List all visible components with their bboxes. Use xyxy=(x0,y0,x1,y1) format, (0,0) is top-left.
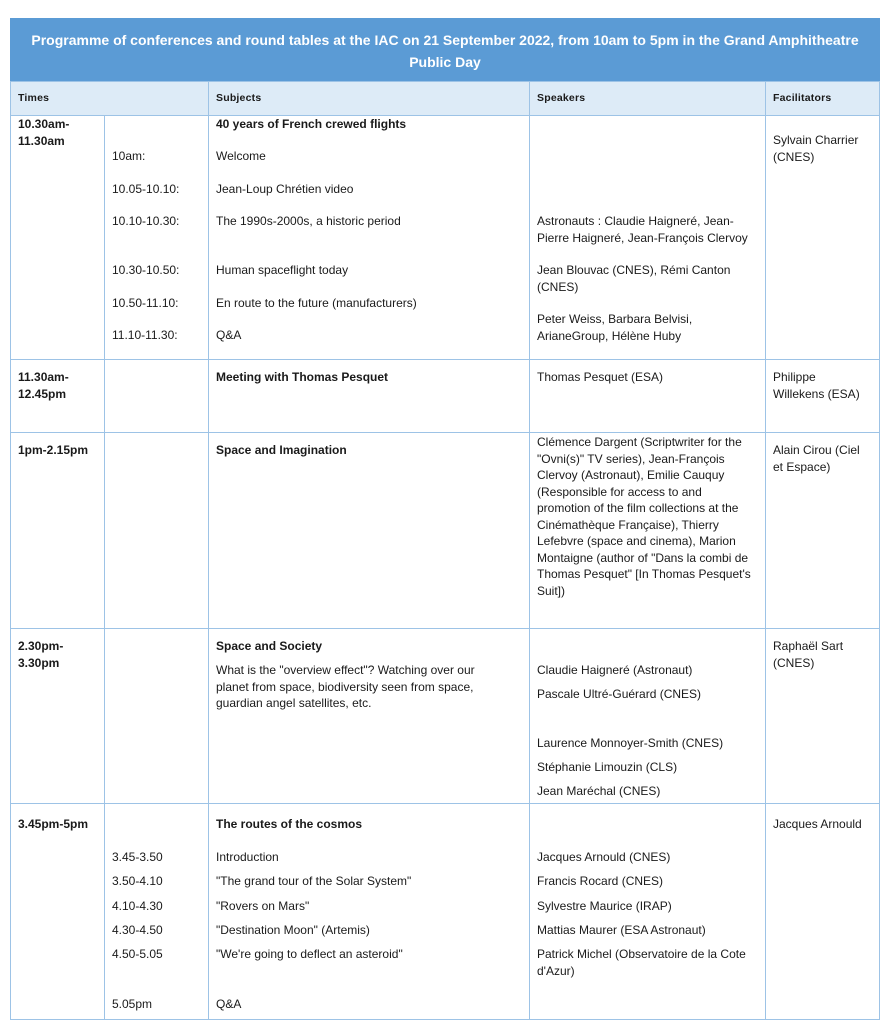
time-slot: 5.05pm xyxy=(112,997,153,1011)
slot-topic: The 1990s-2000s, a historic period xyxy=(216,214,401,228)
session-speakers: Astronauts : Claudie Haigneré, Jean- Pierre Haigneré, Jean-François Clervoy xyxy=(537,214,748,245)
speaker-name: Laurence Monnoyer-Smith (CNES) xyxy=(537,736,724,750)
slot-topic: Human spaceflight today xyxy=(216,263,349,277)
session-facilitator: Philippe Willekens (ESA) xyxy=(773,370,860,401)
speaker-name: Mattias Maurer (ESA Astronaut) xyxy=(537,923,706,937)
header-subjects: Subjects xyxy=(216,92,262,104)
session-description: What is the "overview effect"? Watching over our planet from space, biodiversity seen from space, guardian angel satellites, etc. xyxy=(216,663,475,710)
slot-topic: "Rovers on Mars" xyxy=(216,899,310,913)
time-slot: 10.10-10.30: xyxy=(112,214,180,228)
slot-topic: Introduction xyxy=(216,850,279,864)
session-speakers: Jean Blouvac (CNES), Rémi Canton (CNES) xyxy=(537,263,731,294)
session-facilitator: Raphaël Sart (CNES) xyxy=(773,639,844,670)
slot-topic: "The grand tour of the Solar System" xyxy=(216,874,412,888)
column-divider xyxy=(765,81,766,1020)
time-slot: 4.10-4.30 xyxy=(112,899,163,913)
speaker-name: Patrick Michel (Observatoire de la Cote d'Azur) xyxy=(537,947,746,978)
time-slot: 10am: xyxy=(112,149,146,163)
table-header-row xyxy=(10,81,880,116)
time-slot: 4.50-5.05 xyxy=(112,947,163,961)
session-speakers: Thomas Pesquet (ESA) xyxy=(537,370,664,384)
speaker-name: Stéphanie Limouzin (CLS) xyxy=(537,760,678,774)
row-divider xyxy=(10,359,880,360)
session-facilitator: Jacques Arnould xyxy=(773,817,862,831)
session-time: 1pm-2.15pm xyxy=(18,443,89,457)
session-subject: Space and Imagination xyxy=(216,443,347,457)
speaker-name: Francis Rocard (CNES) xyxy=(537,874,664,888)
programme-title-banner xyxy=(10,18,880,81)
speaker-name: Jacques Arnould (CNES) xyxy=(537,850,671,864)
time-slot: 11.10-11.30: xyxy=(112,328,178,342)
header-times: Times xyxy=(18,92,50,104)
session-speakers: Clémence Dargent (Scriptwriter for the "Ovni(s)" TV series), Jean-François Clervoy (Astronaut), Emilie Cauquy (Responsible for access to and promotion of the film collections at the Cinémathèque Française), Thierry Lefebvre (space and cinema), Marion Montaigne (author of "Dans la combi de Thomas Pesquet" [In Thomas Pesquet's Suit]) xyxy=(537,435,751,598)
slot-topic: En route to the future (manufacturers) xyxy=(216,296,417,310)
session-subject: Space and Society xyxy=(216,639,323,653)
slot-topic: Q&A xyxy=(216,328,242,342)
programme-subtitle: Public Day xyxy=(409,54,481,70)
session-time: 11.30am- 12.45pm xyxy=(18,370,69,401)
session-subject: The routes of the cosmos xyxy=(216,817,363,831)
time-slot: 4.30-4.50 xyxy=(112,923,163,937)
time-slot: 3.50-4.10 xyxy=(112,874,163,888)
time-slot: 3.45-3.50 xyxy=(112,850,163,864)
session-subject: 40 years of French crewed flights xyxy=(216,117,407,131)
row-divider xyxy=(10,628,880,629)
speaker-name: Sylvestre Maurice (IRAP) xyxy=(537,899,672,913)
slot-topic: Q&A xyxy=(216,997,242,1011)
session-speakers: Peter Weiss, Barbara Belvisi, ArianeGroup, Hélène Huby xyxy=(537,312,693,343)
time-slot: 10.30-10.50: xyxy=(112,263,180,277)
slot-topic: Jean-Loup Chrétien video xyxy=(216,182,354,196)
session-time: 3.45pm-5pm xyxy=(18,817,89,831)
speaker-name: Jean Maréchal (CNES) xyxy=(537,784,661,798)
speaker-name: Claudie Haigneré (Astronaut) xyxy=(537,663,693,677)
session-time: 2.30pm- 3.30pm xyxy=(18,639,64,670)
session-facilitator: Sylvain Charrier (CNES) xyxy=(773,133,859,164)
column-divider xyxy=(208,81,209,1020)
session-time: 10.30am- 11.30am xyxy=(18,117,70,148)
slot-topic: "We're going to deflect an asteroid" xyxy=(216,947,403,961)
slot-topic: "Destination Moon" (Artemis) xyxy=(216,923,370,937)
header-facilitators: Facilitators xyxy=(773,92,832,104)
row-divider xyxy=(10,432,880,433)
slot-topic: Welcome xyxy=(216,149,266,163)
time-slot: 10.50-11.10: xyxy=(112,296,179,310)
speaker-name: Pascale Ultré-Guérard (CNES) xyxy=(537,687,702,701)
programme-title: Programme of conferences and round tables at the IAC on 21 September 2022, from 10am to 5pm in the Grand Amphitheatre xyxy=(31,32,859,48)
column-divider xyxy=(104,115,105,1020)
header-speakers: Speakers xyxy=(537,92,586,104)
column-divider xyxy=(529,81,530,1020)
time-slot: 10.05-10.10: xyxy=(112,182,180,196)
session-subject: Meeting with Thomas Pesquet xyxy=(216,370,389,384)
row-divider xyxy=(10,803,880,804)
session-facilitator: Alain Cirou (Ciel et Espace) xyxy=(773,443,860,474)
